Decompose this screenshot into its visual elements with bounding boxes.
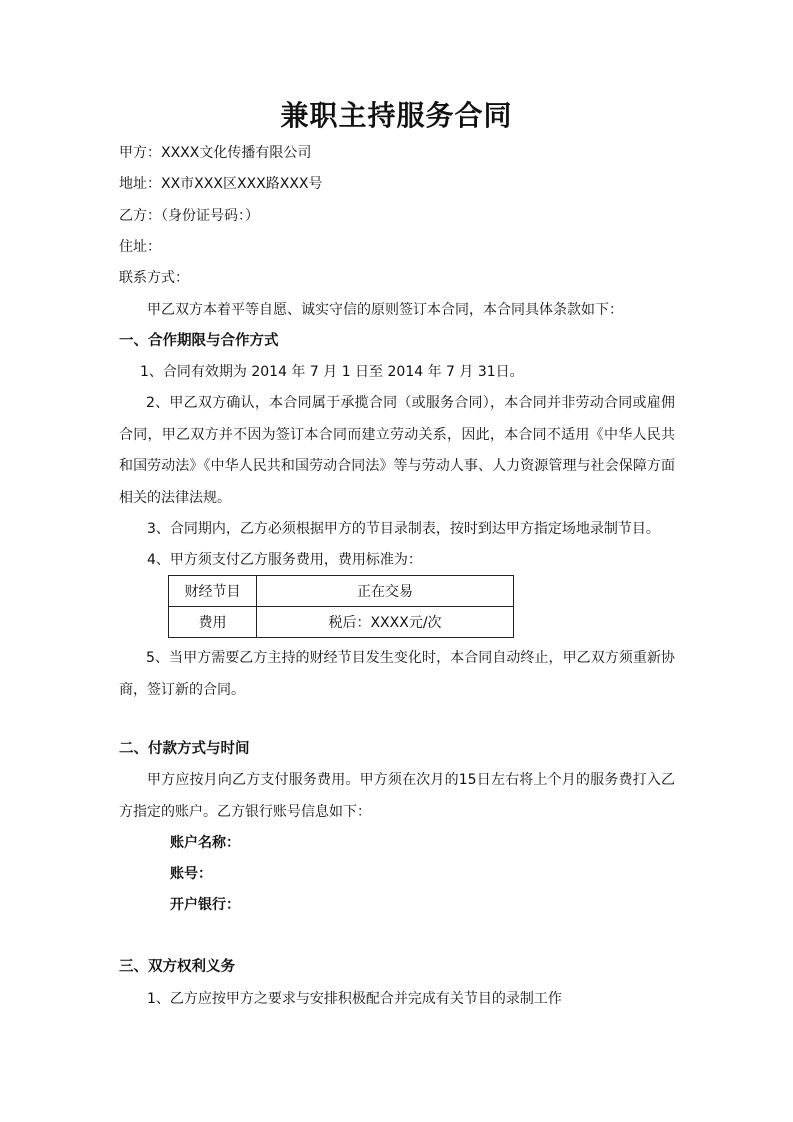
- section1-item1: 1、合同有效期为 2014 年 7 月 1 日至 2014 年 7 月 31日。: [140, 364, 524, 380]
- fee-table: [168, 575, 514, 638]
- table-row: [169, 576, 514, 607]
- party-a-line: 甲方：XXXX文化传播有限公司: [119, 145, 312, 161]
- table-cell: 正在交易: [257, 576, 514, 607]
- table-cell: 财经节目: [169, 576, 257, 607]
- intro-paragraph: 甲乙双方本着平等自愿、诚实守信的原则签订本合同，本合同具体条款如下：: [147, 302, 623, 318]
- section3-heading: 三、双方权利义务: [119, 959, 235, 975]
- table-cell: 税后：XXXX元/次: [257, 607, 514, 638]
- section2-heading: 二、付款方式与时间: [119, 741, 250, 757]
- residence-line: 住址：: [119, 239, 161, 255]
- account-name-label: 账户名称：: [170, 835, 240, 851]
- party-b-line: 乙方：（身份证号码：）: [119, 208, 259, 224]
- section1-heading: 一、合作期限与合作方式: [119, 333, 279, 349]
- table-cell: 费用: [169, 607, 257, 638]
- bank-label: 开户银行：: [170, 897, 240, 913]
- section2-paragraph: 甲方应按月向乙方支付服务费用。甲方须在次月的15日左右将上个月的服务费打入乙方指定的账户。乙方银行账号信息如下：: [119, 772, 675, 820]
- contact-line: 联系方式：: [119, 270, 189, 286]
- document-title: 兼职主持服务合同: [280, 99, 513, 132]
- section1-item5: 5、当甲方需要乙方主持的财经节目发生变化时，本合同自动终止，甲乙双方须重新协商，签订新的合同。: [119, 650, 675, 698]
- account-number-label: 账号：: [170, 866, 212, 882]
- table-row: [169, 607, 514, 638]
- section1-item2: 2、甲乙双方确认，本合同属于承揽合同（或服务合同），本合同并非劳动合同或雇佣合同，甲乙双方并不因为签订本合同而建立劳动关系，因此，本合同不适用《中华人民共和国劳动法》《中华人民共和国劳动合同法》等与劳动人事、人力资源管理与社会保障方面相关的法律法规。: [119, 395, 675, 506]
- section3-item1: 1、乙方应按甲方之要求与安排积极配合并完成有关节目的录制工作: [147, 991, 562, 1007]
- section1-item4: 4、甲方须支付乙方服务费用，费用标准为：: [147, 552, 422, 568]
- address-line: 地址：XX市XXX区XXX路XXX号: [119, 176, 323, 192]
- section1-item3: 3、合同期内，乙方必须根据甲方的节目录制表，按时到达甲方指定场地录制节目。: [147, 521, 660, 537]
